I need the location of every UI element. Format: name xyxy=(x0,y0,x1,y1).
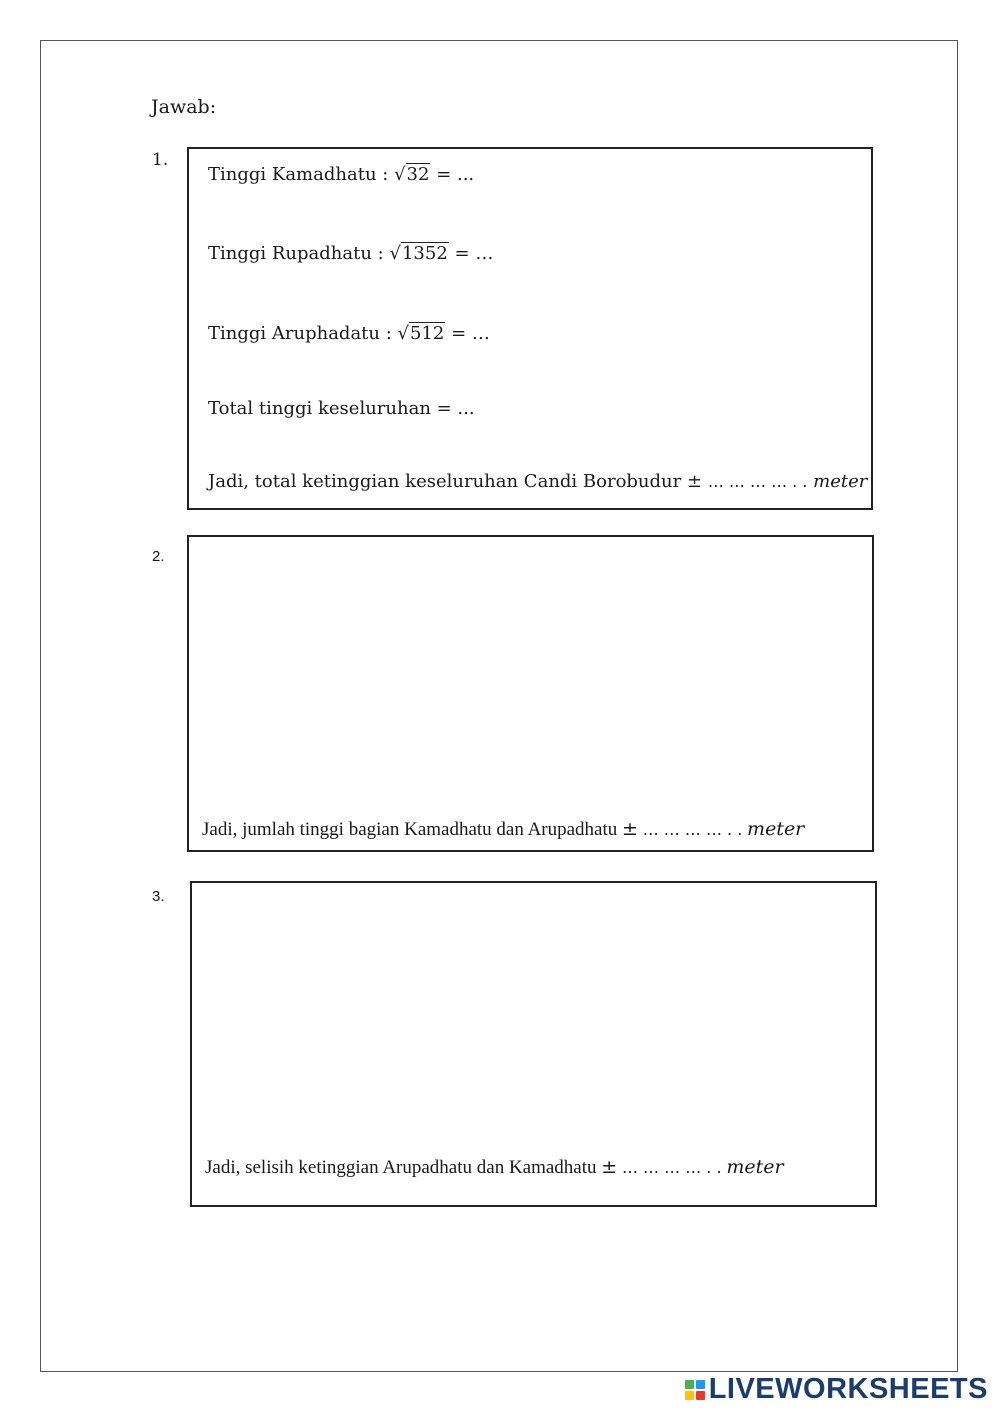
logo-tile-i xyxy=(696,1380,705,1389)
brand-name: LIVEWORKSHEETS xyxy=(708,1373,988,1405)
liveworksheets-logo xyxy=(685,1373,988,1406)
logo-tile-v xyxy=(685,1391,694,1400)
question-1-number: 1. xyxy=(152,150,169,170)
conclusion-1[interactable]: Jadi, total ketinggian keseluruhan Candi Borobudur ± … … … … . . meter xyxy=(208,471,868,492)
logo-tile-e xyxy=(696,1391,705,1400)
answer-box-1 xyxy=(187,147,873,510)
answer-blank-2[interactable]: … … … … . . xyxy=(642,820,743,839)
conclusion-2[interactable]: Jadi, jumlah tinggi bagian Kamadhatu dan Arupadhatu ± … … … … . . meter xyxy=(202,818,805,840)
answer-blank-3[interactable]: … … … … . . xyxy=(621,1158,722,1177)
conclusion-3[interactable]: Jadi, selisih ketinggian Arupadhatu dan Kamadhatu ± … … … … . . meter xyxy=(205,1156,784,1178)
answer-blank-1[interactable]: … … … … . . xyxy=(707,472,808,491)
question-3-number: 3. xyxy=(152,888,165,905)
question-2-number: 2. xyxy=(152,548,165,565)
line-kamadhatu: Tinggi Kamadhatu : √32 = ... xyxy=(208,164,475,185)
line-rupadhatu: Tinggi Rupadhatu : √1352 = … xyxy=(208,243,494,264)
radicand-512: 512 xyxy=(410,323,445,344)
answer-heading: Jawab: xyxy=(151,96,217,118)
radicand-1352: 1352 xyxy=(401,243,448,264)
logo-tile-l xyxy=(685,1380,694,1389)
line-total: Total tinggi keseluruhan = ... xyxy=(208,398,475,419)
answer-box-2[interactable] xyxy=(187,535,874,852)
line-aruphadatu: Tinggi Aruphadatu : √512 = … xyxy=(208,323,490,344)
radicand-32: 32 xyxy=(406,164,430,185)
brand-logo-icon xyxy=(685,1380,705,1400)
answer-box-3[interactable] xyxy=(190,881,877,1207)
